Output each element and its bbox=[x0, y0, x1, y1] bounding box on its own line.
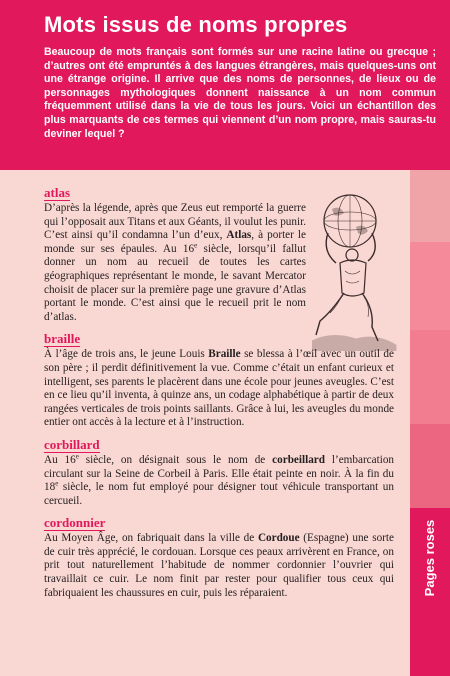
sidebar-band bbox=[410, 242, 450, 330]
entry-text-atlas: D’après la légende, après que Zeus eut remporté la guerre qui l’opposait aux Titans et aux Géants, il voulut les punir. C’est ainsi qu’il condamna l’un d’eux, Atlas, à porter le monde sur ses épaules. Au 16e siècle, lorsqu’il fallut donner un nom au recueil de toutes les cartes géographiques représentant le monde, le savant Mercator choisit de placer sur la première page une gravure d’Atlas portant le monde. C’est ainsi que le recueil prit le nom d’atlas. bbox=[44, 202, 306, 323]
section-tab bbox=[410, 508, 450, 676]
atlas-figure-icon bbox=[312, 193, 398, 351]
entry-text-braille: À l’âge de trois ans, le jeune Louis Braille se blessa à l’œil avec un outil de son père ; il perdit définitivement la vue. Comme c’était un enfant curieux et intelligent, ses parents le placèrent dans une école pour jeunes aveugles. C’est en ce lieu qu’il inventa, à quinze ans, un codage alphabétique à partir de deux rangées verticales de trois points saillants. Grâce à lui, les aveugles du monde entier ont accès à la lecture et à l’instruction. bbox=[44, 348, 394, 429]
section-tab-label: Pages roses bbox=[422, 519, 437, 597]
sidebar-band bbox=[410, 330, 450, 424]
entry-cordonnier bbox=[44, 515, 394, 600]
page-title: Mots issus de noms propres bbox=[44, 12, 348, 37]
entry-text-cordonnier: Au Moyen Âge, on fabriquait dans la ville de Cordoue (Espagne) une sorte de cuir très apprécié, le cordouan. Lorsque ces peaux arrivèrent en France, on prit tout naturellement l’habitude de nommer cordonnier l’ouvrier qui travaillait ce cuir. Le nom finit par rester pour qualifier tous ceux qui fabriquaient les chaussures en cuir, puis les réparaient. bbox=[44, 532, 394, 599]
entry-title-braille: braille bbox=[44, 331, 81, 347]
sidebar-band bbox=[410, 170, 450, 242]
intro-paragraph: Beaucoup de mots français sont formés sur une racine latine ou grecque ; d’autres ont été empruntés à des langues étrangères, mais quelques-uns ont une étrange origine. Il arrive que des noms de personnes, de lieux ou de personnages mythologiques donnent naissance à un nom commun fréquemment utilisé dans la vie de tous les jours. Voici un échantillon des plus marquants de ces termes qui viennent d’un nom propre, mais sauras-tu deviner lequel ? bbox=[44, 46, 436, 140]
entries-list bbox=[44, 185, 394, 607]
entry-title-atlas: atlas bbox=[44, 185, 70, 200]
entry-title-cordonnier: cordonnier bbox=[44, 515, 106, 531]
header-banner bbox=[0, 0, 450, 170]
entry-text-corbillard: Au 16e siècle, on désignait sous le nom de corbeillard l’embarcation circulant sur la Seine de Corbeil à Paris. Elle était peinte en noir. À la fin du 18e siècle, le nom fut employé pour désigner tout véhicule transportant un cercueil. bbox=[44, 452, 395, 507]
entry-atlas bbox=[44, 185, 394, 324]
entry-title-corbillard: corbillard bbox=[44, 436, 100, 452]
entry-corbillard bbox=[44, 437, 394, 508]
